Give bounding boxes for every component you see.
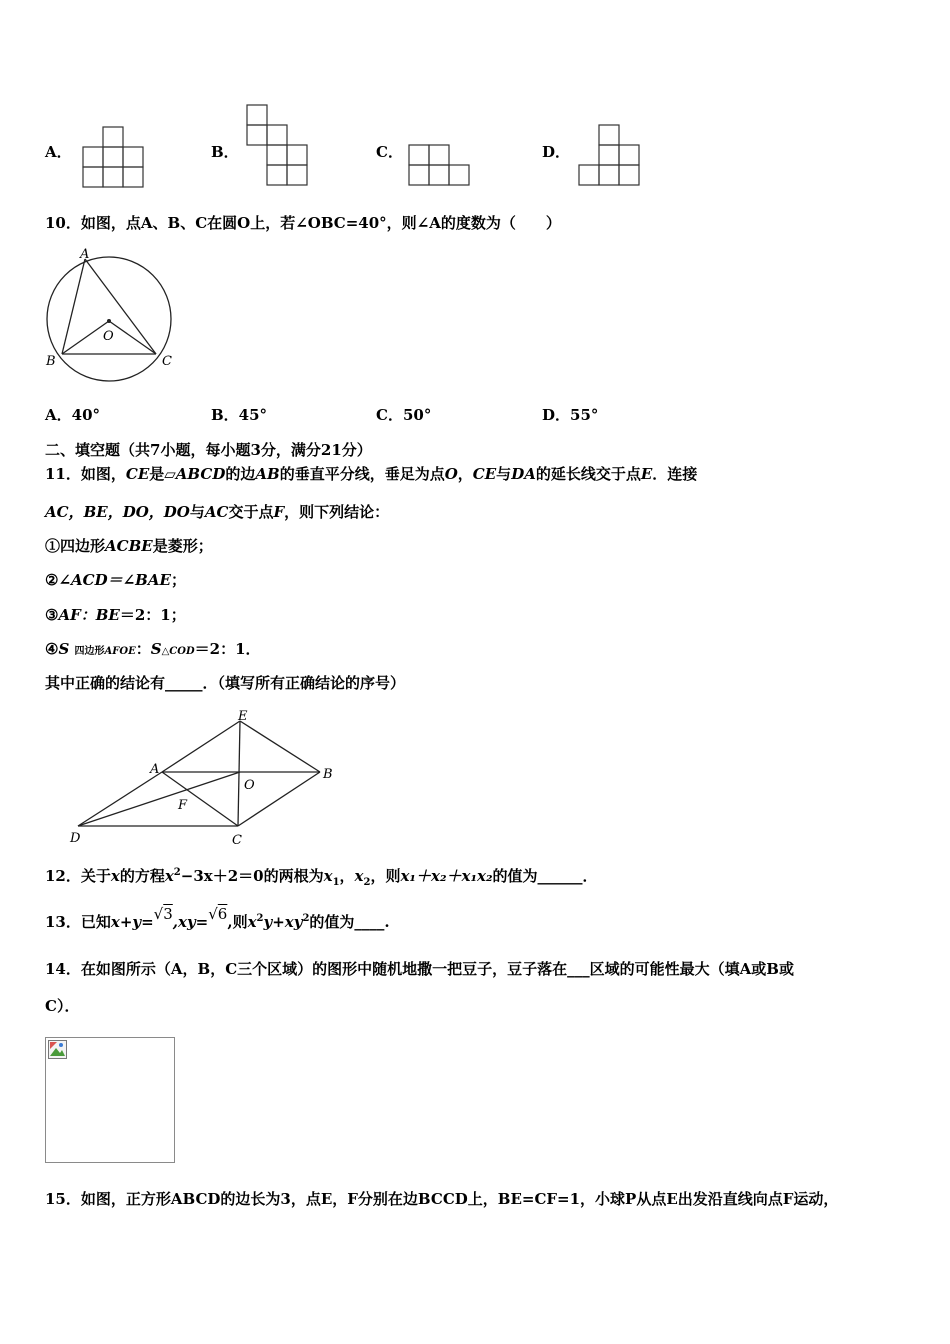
q14-line2: C）． (45, 997, 80, 1015)
q9-option-d-label: D． (542, 143, 571, 161)
q11-label-e: E (238, 709, 248, 724)
section-heading-fill-in: 二、填空题（共7小题，每小题3分，满分21分） (45, 441, 372, 459)
q9-option-d-figure (578, 124, 642, 188)
q10-label-o: O (103, 329, 114, 344)
q11-label-c: C (232, 833, 242, 848)
broken-image-icon (48, 1040, 68, 1060)
q15-line1: 15．如图，正方形ABCD的边长为3，点E，F分别在边BCCD上，BE=CF=1，小球P从点E出发沿直线向点F运动， (45, 1190, 839, 1208)
q11-ask: 其中正确的结论有_____．（填写所有正确结论的序号） (45, 674, 406, 692)
q11-conclusion-1: ①四边形ACBE是菱形； (45, 537, 213, 555)
q10-label-b: B (46, 354, 56, 369)
q11-line2: AC，BE，DO，DO与AC交于点F，则下列结论： (45, 503, 390, 521)
q10-label-c: C (162, 354, 172, 369)
q10-option-a: A．40° (45, 406, 101, 424)
q10-label-a: A (80, 247, 90, 262)
q14-line1: 14．在如图所示（A，B，C三个区域）的图形中随机地撒一把豆子，豆子落在___区域的可能性最大（填A或B或 (45, 960, 794, 978)
q11-label-o: O (244, 778, 255, 793)
q9-option-a-label: A． (45, 143, 72, 161)
q14-broken-image (45, 1037, 175, 1163)
q10-option-b: B．45° (211, 406, 268, 424)
q11-line1: 11．如图，CE是▱ABCD的边AB的垂直平分线，垂足为点O，CE与DA的延长线交于点E．连接 (45, 465, 698, 483)
q9-option-a-figure (82, 126, 144, 188)
q11-label-b: B (323, 767, 333, 782)
q12-stem: 12．关于x的方程$x^2-3x+2=0$的两根为$x_1$，$x_2$，则x₁＋x₂＋x₁x₂的值为______． (45, 867, 598, 888)
q9-option-c-figure (408, 144, 472, 188)
q11-conclusion-3: ③AF：BE＝2：1； (45, 606, 186, 624)
q11-label-a: A (150, 762, 160, 777)
q10-option-d: D．55° (542, 406, 599, 424)
q11-label-f: F (178, 798, 188, 813)
q11-conclusion-2: ②∠ACD＝∠BAE； (45, 571, 186, 589)
q10-stem: 10．如图，点A、B、C在圆O上，若∠OBC=40°，则∠A的度数为（ ） (45, 214, 561, 232)
q9-option-b-label: B． (211, 143, 239, 161)
q9-option-c-label: C． (376, 143, 403, 161)
q11-conclusion-4: ④S 四边形AFOE：S△COD＝2：1． (45, 640, 261, 658)
q13-stem: 13．已知x+y=√3,xy=√6,则$x^2y+xy^2$的值为____. (45, 905, 390, 931)
q10-option-c: C．50° (376, 406, 432, 424)
q9-option-b-figure (246, 104, 310, 188)
q10-circle-figure (44, 246, 178, 384)
q11-parallelogram-figure (66, 704, 346, 850)
q11-label-d: D (70, 831, 81, 846)
